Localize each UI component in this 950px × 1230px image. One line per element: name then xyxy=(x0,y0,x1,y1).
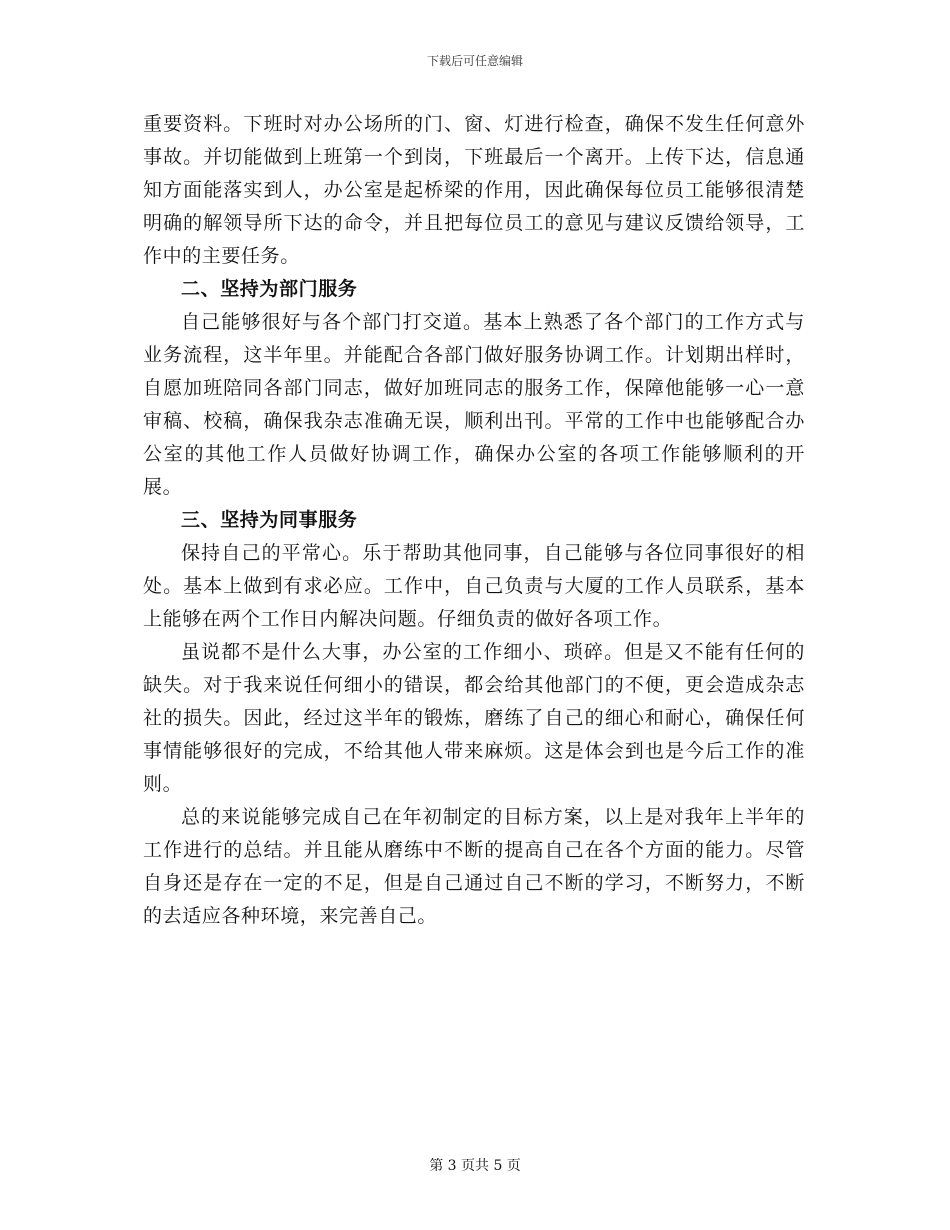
paragraph-4: 虽说都不是什么大事，办公室的工作细小、琐碎。但是又不能有任何的缺失。对于我来说任何细小的错误，都会给其他部门的不便，更会造成杂志社的损失。因此，经过这半年的锻炼，磨练了自己的细心和耐心，确保任何事情能够很好的完成，不给其他人带来麻烦。这是体会到也是今后工作的准则。 xyxy=(143,641,805,795)
document-body xyxy=(143,108,805,933)
paragraph-5: 总的来说能够完成自己在年初制定的目标方案，以上是对我年上半年的工作进行的总结。并且能从磨练中不断的提高自己在各个方面的能力。尽管自身还是存在一定的不足，但是自己通过自己不断的学习，不断努力，不断的去适应各种环境，来完善自己。 xyxy=(143,806,805,927)
paragraph-2: 自己能够很好与各个部门打交道。基本上熟悉了各个部门的工作方式与业务流程，这半年里。并能配合各部门做好服务协调工作。计划期出样时，自愿加班陪同各部门同志，做好加班同志的服务工作，保障他能够一心一意审稿、校稿，确保我杂志准确无误，顺利出刊。平常的工作中也能够配合办公室的其他工作人员做好协调工作，确保办公室的各项工作能够顺利的开展。 xyxy=(143,311,805,498)
paragraph-1: 重要资料。下班时对办公场所的门、窗、灯进行检查，确保不发生任何意外事故。并切能做到上班第一个到岗，下班最后一个离开。上传下达，信息通知方面能落实到人，办公室是起桥梁的作用，因此确保每位员工能够很清楚明确的解领导所下达的命令，并且把每位员工的意见与建议反馈给领导，工作中的主要任务。 xyxy=(143,113,805,267)
page-header: 下载后可任意编辑 xyxy=(426,54,523,68)
paragraph-3: 保持自己的平常心。乐于帮助其他同事，自己能够与各位同事很好的相处。基本上做到有求必应。工作中，自己负责与大厦的工作人员联系，基本上能够在两个工作日内解决问题。仔细负责的做好各项工作。 xyxy=(143,542,805,630)
section-heading-2: 二、坚持为部门服务 xyxy=(181,278,358,300)
section-heading-3: 三、坚持为同事服务 xyxy=(181,509,358,531)
page-number-footer: 第 3 页共 5 页 xyxy=(429,1158,521,1174)
